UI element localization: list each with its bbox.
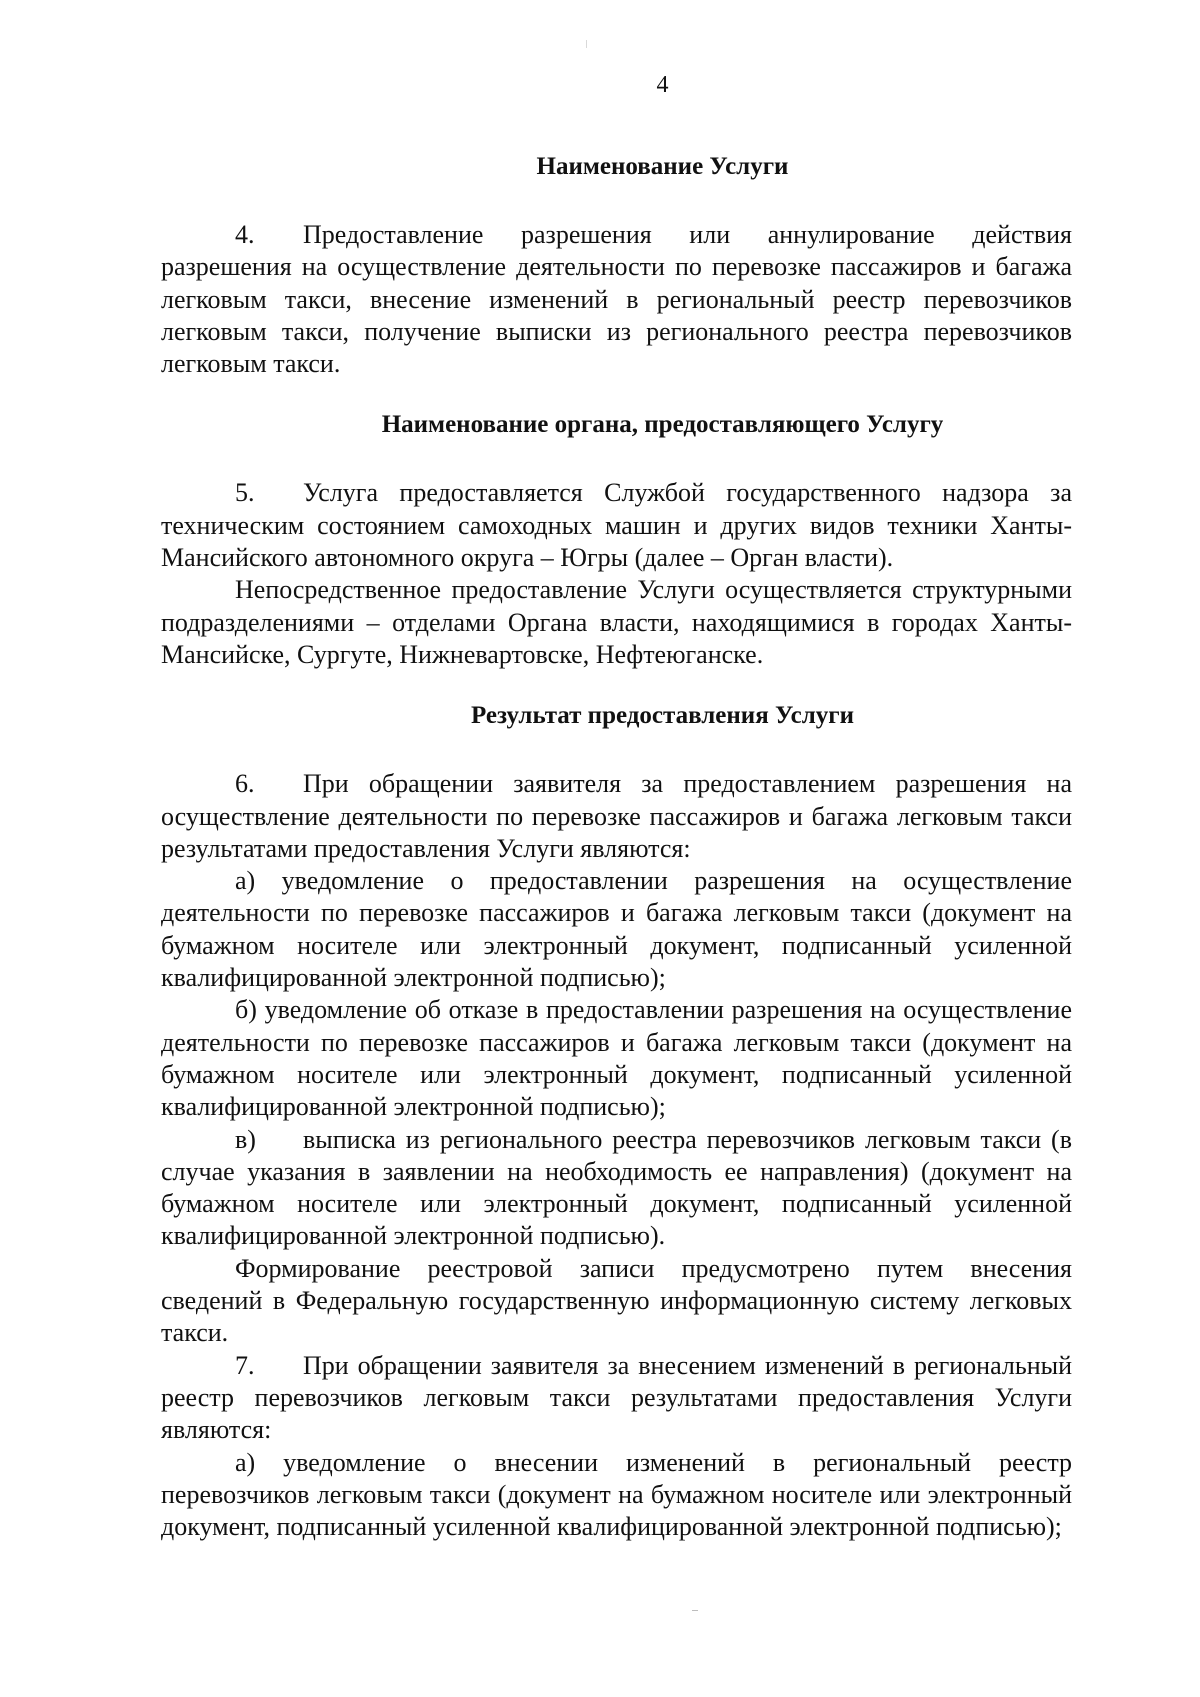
paragraph-6-registry-record (161, 1253, 1072, 1350)
paragraph-number: 4. (235, 220, 255, 249)
section-heading-service-name: Наименование Услуги (536, 153, 789, 180)
paragraph-7-item-a (161, 1447, 1072, 1544)
paragraph-text: При обращении заявителя за предоставлением разрешения на осуществление деятельности по перевозке пассажиров и багажа легковым такси результатами предоставления Услуги являются: (161, 769, 1072, 863)
paragraph-text: При обращении заявителя за внесением изменений в региональный реестр перевозчиков легковым такси результатами предоставления Услуги являются: (161, 1350, 1072, 1445)
paragraph-text: б) уведомление об отказе в предоставлении разрешения на осуществление деятельности по перевозке пассажиров и багажа легковым такси (документ на бумажном носителе или электронный документ, подписанный усиленной квалифицированной электронной подписью); (161, 995, 1072, 1122)
paragraph-number: 5. (235, 478, 255, 508)
paragraph-6-item-a (161, 865, 1072, 994)
paragraph-text: Услуга предоставляется Службой государственного надзора за техническим состоянием самоходных машин и других видов техники Ханты-Мансийского автономного округа – Югры (далее – Орган власти). (161, 478, 1072, 573)
paragraph-5-direct-provision (161, 574, 1072, 671)
paragraph-text: а) уведомление о предоставлении разрешения на осуществление деятельности по перевозке пассажиров и багажа легковым такси (документ на бумажном носителе или электронный документ, подписанный усиленной квалифицированной электронной подписью); (161, 866, 1072, 993)
paragraph-5 (161, 477, 1072, 574)
paragraph-6 (161, 768, 1072, 865)
paragraph-number: 7. (235, 1350, 255, 1380)
scan-artifact-top (586, 40, 587, 48)
scan-artifact-bottom (692, 1610, 698, 1611)
section-heading-result: Результат предоставления Услуги (470, 702, 854, 730)
paragraph-6-item-b (161, 994, 1072, 1123)
paragraph-text: Формирование реестровой записи предусмотрено путем внесения сведений в Федеральную государственную информационную систему легковых такси. (161, 1253, 1072, 1348)
page-number: 4 (656, 72, 669, 98)
paragraph-text: Непосредственное предоставление Услуги осуществляется структурными подразделениями – отделами Органа власти, находящимися в городах Ханты-Мансийске, Сургуте, Нижневартовске, Нефтеюганске. (161, 575, 1072, 669)
paragraph-number: в) (235, 1124, 256, 1154)
paragraph-7 (161, 1350, 1072, 1447)
section-heading-authority: Наименование органа, предоставляющего Услугу (381, 411, 944, 439)
paragraph-4 (161, 219, 1072, 380)
paragraph-number: 6. (235, 769, 255, 799)
document-page (161, 70, 1072, 1543)
paragraph-text: Предоставление разрешения или аннулирование действия разрешения на осуществление деятельности по перевозке пассажиров и багажа легковым такси, внесение изменений в региональный реестр перевозчиков легковым такси, получение выписки из регионального реестра перевозчиков легковым такси. (161, 220, 1072, 379)
paragraph-text: выписка из регионального реестра перевозчиков легковым такси (в случае указания в заявлении на необходимость ее направления) (документ на бумажном носителе или электронный документ, подписанный усиленной квалифицированной электронной подписью). (161, 1124, 1072, 1251)
paragraph-text: а) уведомление о внесении изменений в региональный реестр перевозчиков легковым такси (документ на бумажном носителе или электронный документ, подписанный усиленной квалифицированной электронной подписью); (161, 1447, 1072, 1542)
paragraph-6-item-v (161, 1124, 1072, 1253)
